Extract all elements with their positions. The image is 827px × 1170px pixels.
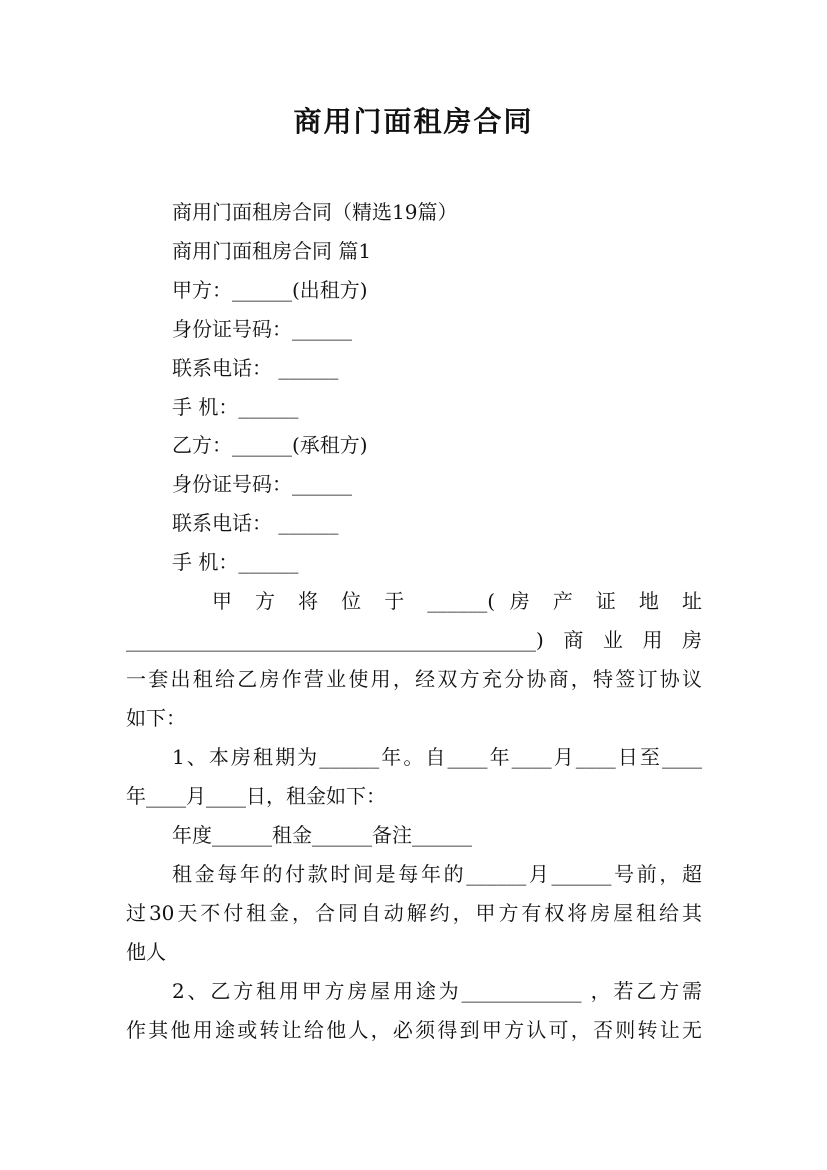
- doc-section-heading: 商用门面租房合同 篇1: [172, 239, 372, 263]
- para-premises-line: 如下：: [126, 706, 186, 730]
- para-premises-line: 甲 方 将 位 于 ______( 房 产 证 地 址: [212, 589, 702, 613]
- party-b-phone-line: 联系电话： ______: [172, 511, 339, 535]
- para-payment-line: 过30天不付租金，合同自动解约，甲方有权将房屋租给其: [126, 901, 702, 925]
- page-title: 商用门面租房合同: [293, 105, 534, 138]
- para-usage-line: 2、乙方租用甲方房屋用途为____________ ，若乙方需: [172, 979, 702, 1003]
- party-b-mobile-line: 手 机：______: [172, 550, 299, 574]
- para-payment-line: 租金每年的付款时间是每年的______月______号前，超: [172, 862, 702, 886]
- party-a-id-line: 身份证号码：______: [172, 317, 352, 341]
- party-b-line: 乙方：______(承租方): [172, 433, 368, 457]
- party-b-id-line: 身份证号码：______: [172, 472, 352, 496]
- para-premises-line: 一套出租给乙房作营业使用，经双方充分协商，特签订协议: [126, 667, 702, 691]
- doc-subtitle: 商用门面租房合同（精选19篇）: [172, 200, 458, 224]
- para-usage-line: 作其他用途或转让给他人，必须得到甲方认可，否则转让无: [126, 1018, 702, 1042]
- para-payment-line: 他人: [126, 940, 166, 964]
- para-rent-table-line: 年度______租金______备注______: [172, 823, 472, 847]
- para-term-line: 1、本房租期为______年。自____年____月____日至____: [172, 745, 702, 769]
- party-a-line: 甲方：______(出租方): [172, 278, 368, 302]
- party-a-mobile-line: 手 机：______: [172, 395, 299, 419]
- para-premises-line: _________________________________________)商业用房: [126, 628, 702, 652]
- para-term-line: 年____月____日，租金如下：: [126, 784, 386, 808]
- party-a-phone-line: 联系电话： ______: [172, 356, 339, 380]
